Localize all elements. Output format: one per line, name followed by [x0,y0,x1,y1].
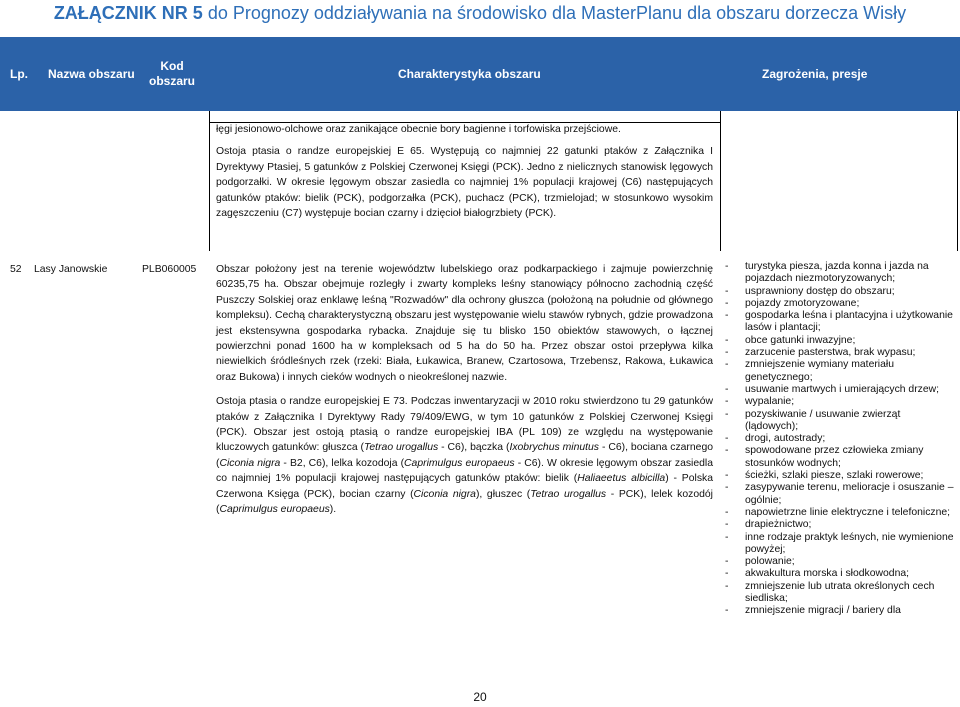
threat-item: - usprawniony dostęp do obszaru; [722,286,954,298]
header-code [140,59,204,89]
threat-item: - napowietrzne linie elektryczne i telefoniczne; [722,507,954,519]
threat-item: - drogi, autostrady; [722,433,954,445]
row-characteristics [216,262,713,518]
species-name: Caprimulgus europaeus [219,504,330,516]
species-name: Caprimulgus europaeus [404,457,515,469]
prev-row-para1: łęgi jesionowo-olchowe oraz zanikające obecnie bory bagienne i torfowiska przejściowe. [216,124,621,135]
threat-item: - gospodarka leśna i plantacyjna i użytkowanie lasów i plantacji; [722,310,954,335]
row-para1: Obszar położony jest na terenie województw lubelskiego oraz podkarpackiego i zajmuje powierzchnię 60235,75 ha. Obszar obejmuje rozległy i zwarty kompleks leśny stanowiący północno zachodnią część Puszczy Solskiej oraz enklawę leśną "Rozwadów" dla ochrony głuszca (położoną na południe od głównego kompleksu). Cechą charakterystyczną obszaru jest występowanie wielu stawów rybnych, gdzie prowadzona jest ekstensywna gospodarka rybacka. Znajduje się tu blisko 150 obiektów stawowych, o łącznej powierzchni ponad 1600 ha w kompleksach od 5 ha do 50 ha. Przez obszar ostoi przepływa kilka niewielkich śródleśnych rzek (rzeki: Biała, Łukawica, Branew, Czartosowa, Trzebensz, Rakowa, Łukawica oraz Bukowa) i innych cieków wodnych o nieokreślonej nazwie. [216,264,713,383]
row-para2-text: - C6). W okresie lęgowym obszar zasiedla co najmniej 1% populacji krajowej następujących gatunków ptaków: bielik ( [216,457,713,485]
threat-item: - zmniejszenie migracji / bariery dla [722,605,954,617]
row-para2-text: - C6), bączka ( [438,442,510,454]
threat-item: - turystyka piesza, jazda konna i jazda na pojazdach niezmotoryzowanych; [722,261,954,286]
document-title-rest: do Prognozy oddziaływania na środowisko dla MasterPlanu dla obszaru dorzecza Wisły [202,3,907,23]
row-name: Lasy Janowskie [34,264,108,275]
row-code: PLB060005 [142,264,197,275]
species-name: Tetrao urogallus [530,488,607,500]
document-title-bold: ZAŁĄCZNIK NR 5 [53,3,203,23]
threat-item: - pozyskiwanie / usuwanie zwierząt (lądowych); [722,409,954,434]
threat-item: - usuwanie martwych i umierających drzew; [722,384,954,396]
threat-item: - zmniejszenie wymiany materiału genetycznego; [722,359,954,384]
row-para2-text: ) - Polska Czerwona Księga (PCK), bocian czarny ( [216,473,713,500]
header-lp: Lp. [10,67,28,81]
header-name: Nazwa obszaru [48,67,135,81]
threat-item: - zarzucenie pasterstwa, brak wypasu; [722,347,954,359]
table-header [0,37,960,111]
header-characteristics: Charakterystyka obszaru [398,67,541,81]
document-title [0,2,960,24]
row-para2-text: - B2, C6), lelka kozodoja ( [280,457,405,469]
row-lp: 52 [10,264,22,275]
row-para2-text: Ostoja ptasia o randze europejskiej E 73. Podczas inwentaryzacji w 2010 roku stwierdzono tu 29 gatunków ptaków z Załącznika I Dyrektywy Rady 79/409/EWG, w tym 10 gatunków z Polskiej Czerwonej Księgi (PCK). Obszar jest ostoją ptasią o randze europejskiej IBA (PL 109) ze względu na występowanie kluczowych gatunków: głuszca ( [216,396,713,454]
header-code-line1: Kod [160,59,184,73]
prev-row-outer-border [957,111,958,251]
prev-row-right-border [720,111,721,251]
species-name: Ciconia nigra [219,457,281,469]
threat-item: - wypalanie; [722,396,954,408]
row-para2-text: ), głuszec ( [475,488,531,500]
threat-item: - zasypywanie terenu, melioracje i osuszanie – ogólnie; [722,482,954,507]
header-code-line2: obszaru [148,74,195,88]
species-name: Ixobrychus minutus [509,442,600,454]
row-para2-text: - C6), bociana czarnego ( [216,442,714,469]
prev-row-para2: Ostoja ptasia o randze europejskiej E 65. Występują co najmniej 22 gatunki ptaków z Załącznika I Dyrektywy Ptasiej, 5 gatunków z Polskiej Czerwonej Księgi (PCK). Jedno z nielicznych stanowisk lęgowych podgorzałki. W okresie lęgowym obszar zasiedla co najmniej 1% populacji krajowej (C6) następujących gatunków ptaków: bielik (PCK), podgorzałka (PCK), puchacz (PCK), trzmielojad; w stosunkowo wysokim zagęszczeniu (C7) występuje bocian czarny i dzięcioł białogrzbiety (PCK). [216,146,713,220]
species-name: Tetrao urogallus [364,442,439,454]
threat-item: - ścieżki, szlaki piesze, szlaki rowerowe; [722,470,954,482]
row-para2 [216,394,713,517]
threat-item: - polowanie; [722,556,954,568]
prev-row-characteristics [216,122,713,221]
row-para2-text: - PCK), lelek kozodój ( [216,488,713,516]
page-number: 20 [473,690,487,704]
threat-item: - pojazdy zmotoryzowane; [722,298,954,310]
threat-item: - akwakultura morska i słodkowodna; [722,568,954,580]
species-name: Ciconia nigra [413,488,476,500]
threat-item: - inne rodzaje praktyk leśnych, nie wymienione powyżej; [722,532,954,557]
row-para2-text: ). [329,504,337,516]
threat-item: - zmniejszenie lub utrata określonych cech siedliska; [722,581,954,606]
threats-list [722,261,954,618]
prev-row-left-border [209,111,210,251]
header-threats: Zagrożenia, presje [762,67,868,81]
threat-item: - spowodowane przez człowieka zmiany stosunków wodnych; [722,445,954,470]
threat-item: - drapieżnictwo; [722,519,954,531]
threat-item: - obce gatunki inwazyjne; [722,335,954,347]
species-name: Haliaeetus albicilla [577,473,666,485]
